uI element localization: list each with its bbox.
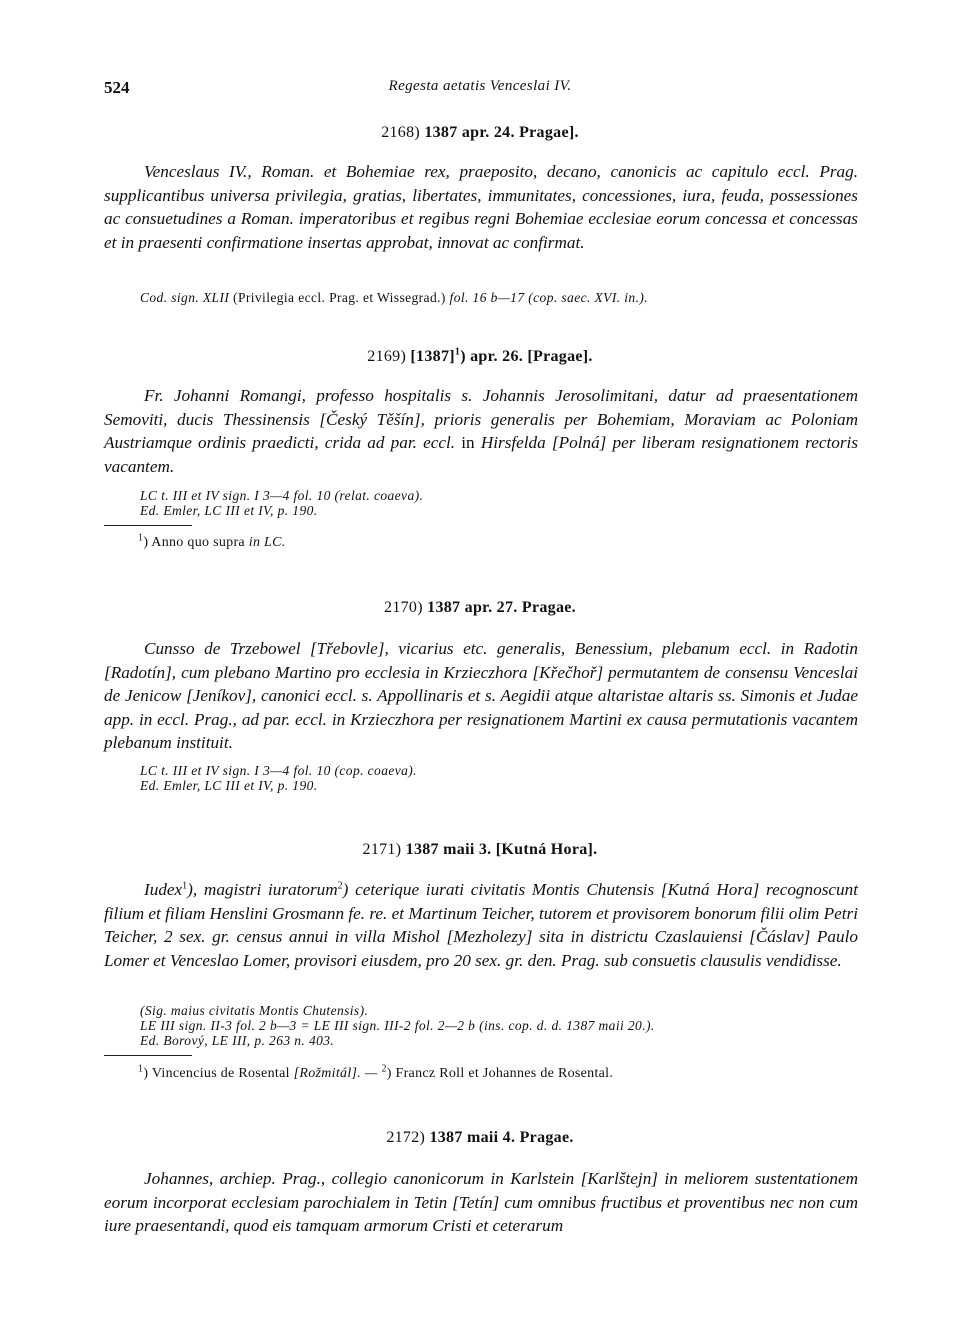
entry-date: 1387 maii 3.	[405, 841, 492, 858]
source-line: LC t. III et IV sign. I 3—4 fol. 10 (relat. coaeva).	[140, 488, 424, 503]
note-mark: 2	[337, 880, 343, 892]
entry-source-2169	[140, 488, 840, 518]
entry-heading-2170	[0, 599, 960, 617]
entry-heading-2172	[0, 1129, 960, 1147]
entry-number: 2169)	[367, 348, 407, 365]
footnote-2171: $^1$) Vincencius de Rosental [Rožmitál]. — $^2$) Francz Roll et Johannes de Rosental.	[138, 1063, 614, 1081]
entry-heading-2168	[0, 124, 960, 142]
entry-text-2171: Iudex$^1$), magistri iuratorum$^2$) ceterique iurati civitatis Montis Chutensis [Kutná Hora] recognoscunt filium et filiam Henslini Grosmann fe. re. et Martinum Teicher, tutorem et provisorem bonorum filii olim Petri Teicher, 2 sex. gr. census annui in villa Mishol [Mezholezy] sita in districtu Czaslauiensi [Čáslav] Paulo Lomer et Venceslao Lomer, provisori eiusdem, pro 20 sex. gr. den. Prag. sub consuetis clausulis vendidisse.	[104, 880, 858, 970]
entry-source-2171	[140, 1003, 840, 1048]
entry-date: 1387 apr. 24.	[424, 124, 515, 141]
entry-number: 2168)	[381, 124, 421, 141]
entry-text-2172: Johannes, archiep. Prag., collegio canonicorum in Karlstein [Karlštejn] in meliorem sustentationem eorum incorporat ecclesiam parochialem in Tetin [Tetín] cum omnibus fructibus et proventibus nec non cum iure praesentandi, quod eis tamquam armorum Cristi et ceterarum	[104, 1169, 858, 1235]
entry-text-2170: Cunsso de Trzebowel [Třebovle], vicarius etc. generalis, Benessium, plebanum eccl. in Radotin [Radotín], cum plebano Martino pro ecclesia in Krzieczhora [Křečhoř] permutantem de consensu Venceslai de Jenicow [Jeníkov], canonici eccl. s. Appollinaris et s. Aegidii atque altaristae altaris ss. Simonis et Judae app. in eccl. Prag., ad par. eccl. in Krzieczhora per resignationem Martini ex causa permutationis vacantem plebanum instituit.	[104, 639, 858, 752]
entry-place: Pragae.	[519, 1129, 574, 1146]
footnote-rule	[104, 1055, 192, 1056]
source-signature: Cod. sign. XLII	[140, 290, 230, 305]
entry-number: 2171)	[362, 841, 402, 858]
entry-source-2170	[140, 763, 840, 793]
running-head	[104, 78, 856, 102]
source-collection: (Privilegia eccl. Prag. et Wissegrad.)	[233, 290, 446, 305]
entry-number: 2172)	[386, 1129, 426, 1146]
entry-heading-2171	[0, 841, 960, 859]
footnote-rule	[104, 525, 192, 526]
source-seal: (Sig. maius civitatis Montis Chutensis).	[140, 1003, 369, 1018]
note-mark: 1	[182, 880, 188, 892]
entry-heading-2169	[0, 348, 960, 366]
entry-date: $[1387]^1$) apr. 26.	[410, 346, 524, 365]
note-mark: 1	[454, 346, 461, 358]
footnote-mark: 2	[381, 1063, 387, 1075]
source-edition: Ed. Emler, LC III et IV, p. 190.	[140, 503, 318, 518]
entry-place: Pragae.	[521, 599, 576, 616]
entry-text-2169: Fr. Johanni Romangi, professo hospitalis s. Johannis Jerosolimitani, datur ad praesentationem Semoviti, ducis Thessinensis [Český Těšín], prioris generalis per Bohemiam, Moraviam ac Poloniam Austriamque ordinis praedicti, crida ad par. eccl. in Hirsfelda [Polná] per liberam resignationem rectoris vacantem.	[104, 386, 859, 476]
source-line: LE III sign. II-3 fol. 2 b—3 = LE III sign. III-2 fol. 2—2 b (ins. cop. d. d. 1387 maii 20.).	[140, 1018, 655, 1033]
entry-number: 2170)	[384, 599, 423, 616]
entry-place: [Kutná Hora].	[495, 841, 598, 858]
entry-date: 1387 apr. 27.	[427, 599, 518, 616]
running-title: Regesta aetatis Venceslai IV.	[388, 78, 572, 94]
footnote-mark: 1	[138, 1063, 144, 1075]
entry-source-2168	[140, 290, 840, 305]
page-number: 524	[104, 78, 130, 97]
entry-text-2168: Venceslaus IV., Roman. et Bohemiae rex, praeposito, decano, canonicis ac capitulo eccl. Prag. supplicantibus universa privilegia, gratias, libertates, immunitates, concessiones, iura, feuda, possessiones ac consuetudines a Roman. imperatoribus et regibus regni Bohemiae ecclesiae eorum concessa et concessas et in praesenti confirmatione insertas approbat, innovat ac confirmat.	[104, 162, 858, 252]
entry-date: 1387 maii 4.	[429, 1129, 516, 1146]
footnote-2169: $^1$) Anno quo supra in LC.	[138, 532, 286, 550]
source-edition: Ed. Emler, LC III et IV, p. 190.	[140, 778, 318, 793]
entry-place: [Pragae].	[527, 348, 593, 365]
source-folio: fol. 16 b—17 (cop. saec. XVI. in.).	[449, 290, 649, 305]
entry-place: Pragae].	[519, 124, 579, 141]
source-edition: Ed. Borový, LE III, p. 263 n. 403.	[140, 1033, 335, 1048]
source-line: LC t. III et IV sign. I 3—4 fol. 10 (cop. coaeva).	[140, 763, 417, 778]
footnote-mark: 1	[138, 532, 144, 544]
